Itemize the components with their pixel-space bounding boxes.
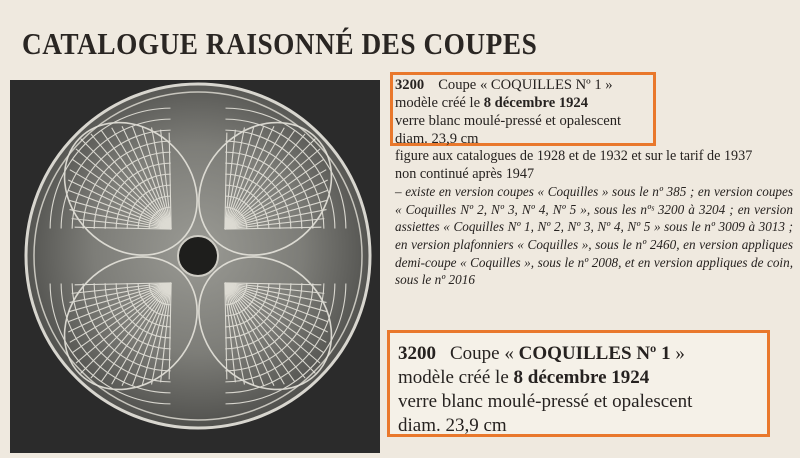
entry-name-prefix: Coupe «	[438, 77, 488, 93]
entry-name: COQUILLES Nº 1	[490, 77, 602, 93]
entry-description	[395, 148, 793, 289]
entry-created-date-enlarged: 8 décembre 1924	[513, 367, 650, 388]
entry-created-prefix: modèle créé le	[395, 95, 481, 111]
entry-material: verre blanc moulé-pressé et opalescent	[395, 113, 622, 129]
coquilles-dish-image	[10, 80, 380, 453]
versions-note: – existe en version coupes « Coquilles » sous le nº 385 ; en version coupes « Coquilles Nº 2, Nº 3, Nº 4, Nº 5 », sous les nºˢ 3200 à 3204 ; en version assiettes « Coquilles Nº 1, Nº 2, Nº 3, Nº 4, Nº 5 » sous le nº 3009 à 3013 ; en version plafonniers « Coquilles », sous le nº 2460, en version appliques demi-coupe « Coquilles », sous le nº 2008, et en version appliques de coin, sous le nº 2016	[395, 184, 793, 288]
entry-name-enlarged: COQUILLES Nº 1	[518, 343, 671, 364]
catalogue-entry-enlarged	[398, 342, 692, 438]
catalogue-entry-small	[395, 76, 621, 148]
entry-material-enlarged: verre blanc moulé-pressé et opalescent	[398, 391, 693, 412]
entry-number: 3200	[395, 77, 425, 93]
entry-diameter-enlarged: diam. 23,9 cm	[398, 415, 507, 436]
page-title: CATALOGUE RAISONNÉ DES COUPES	[22, 26, 538, 61]
catalogues-note: figure aux catalogues de 1928 et de 1932 et sur le tarif de 1937	[395, 148, 753, 164]
entry-created-date: 8 décembre 1924	[483, 95, 589, 111]
discontinued-note: non continué après 1947	[395, 165, 535, 182]
entry-name-suffix: »	[605, 77, 613, 93]
entry-created-prefix-enlarged: modèle créé le	[398, 367, 509, 388]
coupe-photograph	[10, 80, 380, 453]
entry-name-prefix-enlarged: Coupe «	[450, 343, 514, 364]
entry-diameter: diam. 23,9 cm	[395, 131, 479, 147]
entry-name-suffix-enlarged: »	[675, 343, 685, 364]
entry-number-enlarged: 3200	[398, 343, 436, 364]
